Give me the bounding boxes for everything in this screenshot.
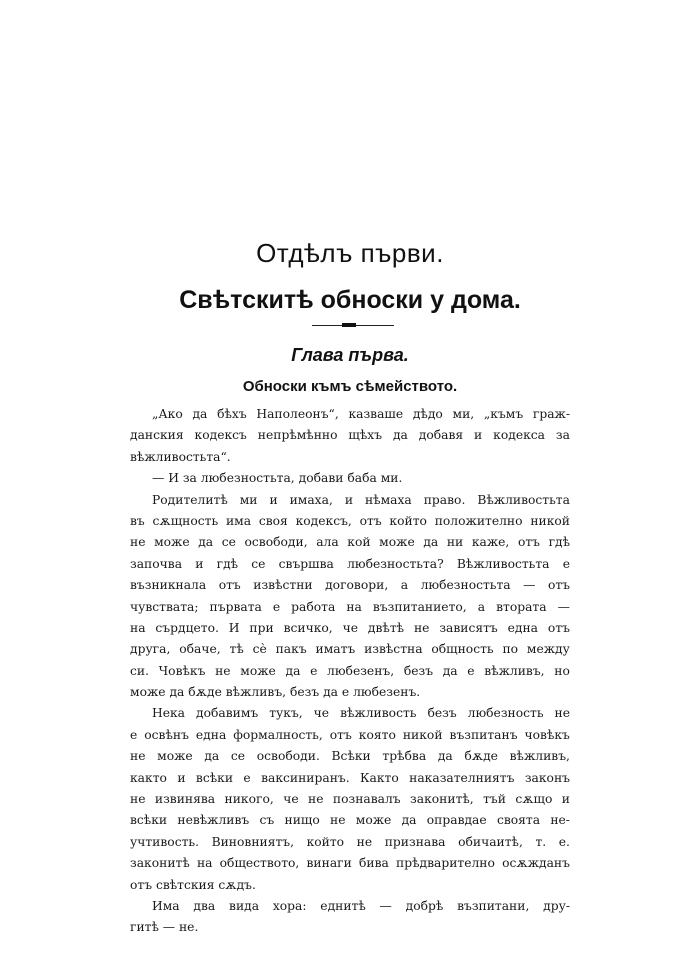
body-text: [130, 404, 570, 939]
text-line: може да бѫде вѣжливъ, безъ да е любезенъ.: [130, 685, 421, 700]
text-line: Нека добавимъ тукъ, че вѣжливость безъ любезность не: [152, 706, 570, 721]
text-line: започва и гдѣ се свършва любезностьта? Вѣжливостьта е: [130, 556, 570, 571]
text-line: Родителитѣ ми и имаха, и нѣмаха право. Вѣжливостьта: [152, 492, 570, 507]
text-line: е освѣнъ една формалность, отъ която никой възпитанъ човѣкъ: [130, 727, 570, 742]
text-line: учтивость. Виновниятъ, който не признава обичаитѣ, т. е.: [130, 834, 570, 849]
section-title: Свѣтскитѣ обноски у дома.: [179, 286, 521, 314]
text-line: както и всѣки е ваксиниранъ. Както наказателниятъ законъ: [130, 770, 570, 785]
text-line: вѣжливостьта“.: [130, 449, 231, 464]
text-line: на сърдцето. И при всичко, че двѣтѣ не зависятъ една отъ: [130, 620, 570, 635]
text-line: — И за любезностьта, добави баба ми.: [152, 471, 403, 486]
text-line: възникнала отъ извѣстни договори, а любезностьта — отъ: [130, 578, 570, 593]
part-title: Отдѣлъ първи.: [256, 238, 444, 268]
chapter-title: Глава първа.: [291, 345, 409, 365]
text-line: чувствата; първата е работа на възпитанието, а втората —: [130, 599, 570, 614]
divider-ornament: [342, 323, 356, 327]
text-line: данския кодексъ непрѣмѣнно щѣхъ да добавя и кодекса за: [130, 428, 570, 443]
text-line: законитѣ на обществото, винаги бива прѣдварително осѫжданъ: [130, 856, 570, 871]
text-line: въ сѫщность има своя кодексъ, отъ който положително никой: [130, 513, 570, 528]
text-line: гитѣ — не.: [130, 920, 199, 935]
chapter-subtitle: Обноски къмъ сѣмейството.: [242, 378, 458, 395]
text-line: „Ако да бѣхъ Наполеонъ“, казваше дѣдо ми, „къмъ граж-: [152, 407, 570, 421]
text-line: всѣки невѣжливъ съ нищо не може да оправдае своята не-: [130, 813, 570, 828]
text-line: не може да се освободи. Всѣки трѣбва да бѫде вѣжливъ,: [130, 749, 570, 764]
text-line: отъ свѣтския сѫдъ.: [130, 877, 256, 892]
text-line: не извинява никого, че не познавалъ законитѣ, тъй сѫщо и: [130, 792, 570, 807]
text-line: си. Човѣкъ не може да е любезенъ, безъ да е вѣжливъ, но: [130, 663, 570, 678]
text-line: Има два вида хора: еднитѣ — добрѣ възпитани, дру-: [152, 898, 570, 913]
text-line: друга, обаче, тѣ сѐ пакъ иматъ извѣстна общность по между: [130, 642, 570, 657]
text-line: не може да се освободи, ала кой може да ни каже, отъ гдѣ: [130, 535, 570, 550]
